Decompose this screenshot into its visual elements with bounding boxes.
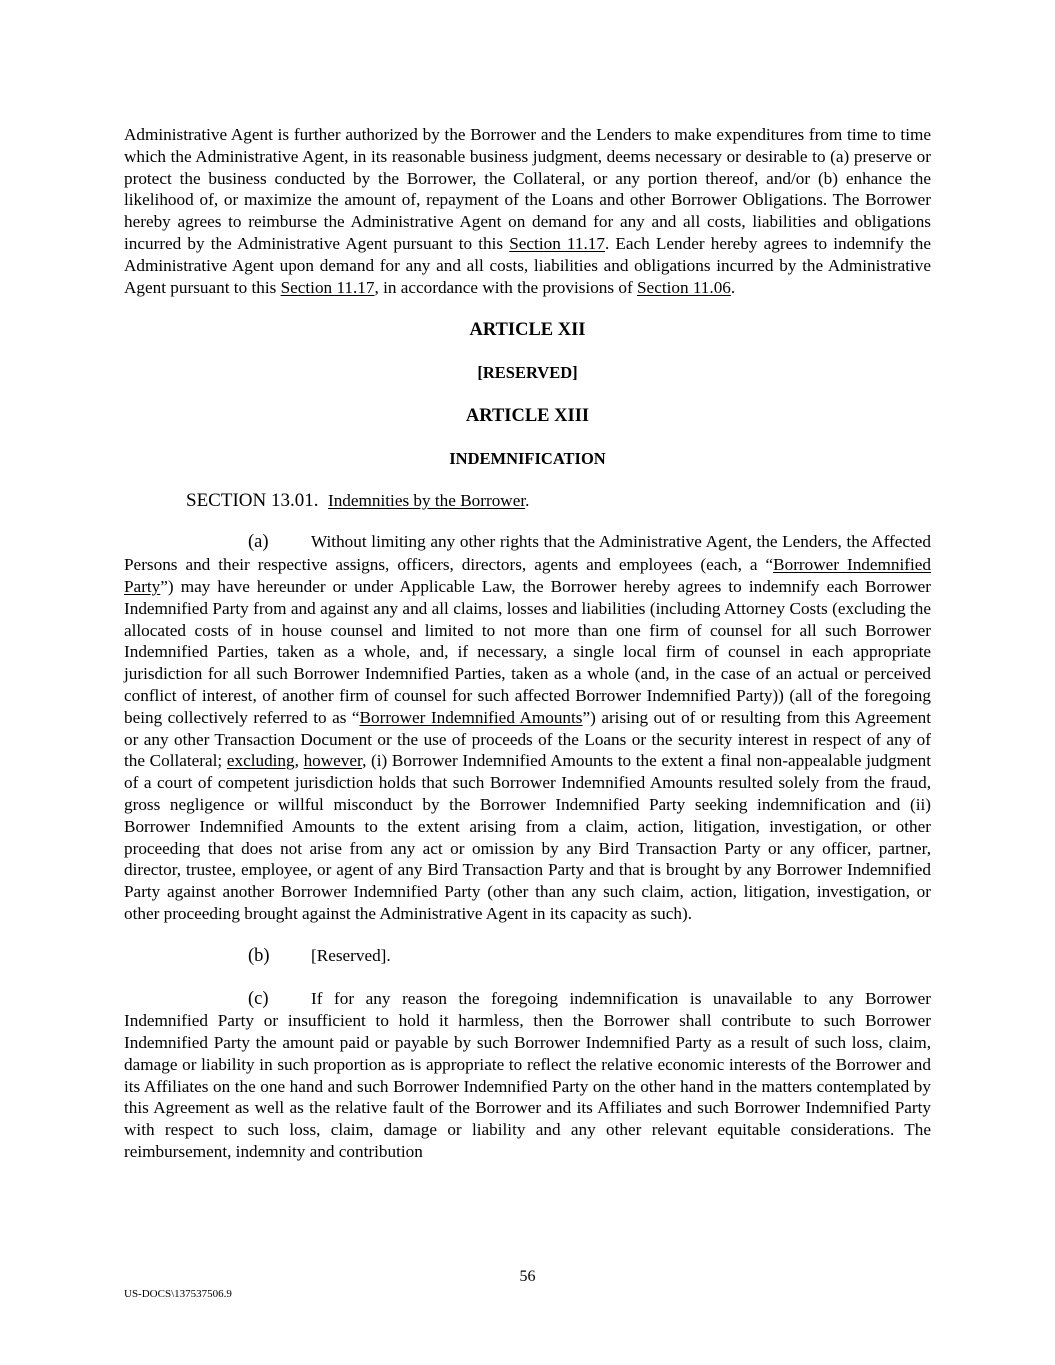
intro-paragraph: Administrative Agent is further authorized by the Borrower and the Lenders to make expenditures from time to time which the Administrative Agent, in its reasonable business judgment, deems necessary or desirable to (a) preserve or protect the business conducted by the Borrower, the Collateral, or any portion thereof, and/or (b) enhance the likelihood of, or maximize the amount of, repayment of the Loans and other Borrower Obligations. The Borrower hereby agrees to reimburse the Administrative Agent on demand for any and all costs, liabilities and obligations incurred by the Administrative Agent pursuant to this Section 11.17. Each Lender hereby agrees to indemnify the Administrative Agent upon demand for any and all costs, liabilities and obligations incurred by the Administrative Agent pursuant to this Section 11.17, in accordance with the provisions of Section 11.06. [124, 125, 931, 297]
paragraph-b: (b) [Reserved]. [248, 945, 391, 966]
section-13-01-heading: SECTION 13.01. Indemnities by the Borrower. [186, 489, 530, 511]
underlined-term: however [303, 751, 363, 771]
page-number: 56 [519, 1268, 536, 1285]
underlined-term: excluding [226, 751, 295, 771]
paragraph-a: (a) Without limiting any other rights that the Administrative Agent, the Lenders, the Affected Persons and their respective assigns, officers, directors, agents and employees (each, a “Borrower Indemnified Party”) may have hereunder or under Applicable Law, the Borrower hereby agrees to indemnify each Borrower Indemnified Party from and against any and all claims, losses and liabilities (including Attorney Costs (excluding the allocated costs of in house counsel and limited to not more than one firm of counsel for all such Borrower Indemnified Parties, taken as a whole, and, if necessary, a single local firm of counsel in each appropriate jurisdiction for all such Borrower Indemnified Parties, taken as a whole (and, in the case of an actual or perceived conflict of interest, of another firm of counsel for such affected Borrower Indemnified Party)) (all of the foregoing being collectively referred to as “Borrower Indemnified Amounts”) arising out of or resulting from this Agreement or any other Transaction Document or the use of proceeds of the Loans or the security interest in respect of any of the Collateral; excluding, however, (i) Borrower Indemnified Amounts to the extent a final non-appealable judgment of a court of competent jurisdiction holds that such Borrower Indemnified Amounts resulted solely from the fraud, gross negligence or willful misconduct by the Borrower Indemnified Party seeking indemnification and (ii) Borrower Indemnified Amounts to the extent arising from a claim, action, litigation, investigation, or other proceeding that does not arise from any act or omission by any Bird Transaction Party or any officer, partner, director, trustee, employee, or agent of any Bird Transaction Party and that is brought by any Borrower Indemnified Party against another Borrower Indemnified Party (other than any such claim, action, litigation, investigation, or other proceeding brought against the Administrative Agent in its capacity as such). [124, 532, 932, 923]
defined-term: Borrower Indemnified Amounts [359, 707, 583, 727]
article-xiii-heading: ARTICLE XIII [465, 405, 590, 426]
section-reference-link: Section 11.17 [280, 277, 375, 297]
section-reference-link: Section 11.17 [509, 233, 605, 253]
article-xii-subheading: [RESERVED] [477, 363, 578, 383]
section-reference-link: Section 11.06 [637, 277, 731, 297]
paragraph-marker: (c) [248, 988, 269, 1009]
paragraph-marker: (a) [248, 532, 269, 553]
section-title: Indemnities by the Borrower [327, 490, 526, 510]
document-id: US-DOCS\137537506.9 [124, 1288, 232, 1300]
document-page [124, 124, 931, 1163]
defined-term: Borrower Indemnified Party [124, 555, 931, 596]
article-xii-heading: ARTICLE XII [469, 320, 586, 341]
article-xiii-subheading: INDEMNIFICATION [449, 448, 606, 468]
paragraph-c: (c) If for any reason the foregoing indemnification is unavailable to any Borrower Indemnified Party or insufficient to hold it harmless, then the Borrower shall contribute to such Borrower Indemnified Party the amount paid or payable by such Borrower Indemnified Party as a result of such loss, claim, damage or liability in such proportion as is appropriate to reflect the relative economic interests of the Borrower and its Affiliates on the one hand and such Borrower Indemnified Party on the other hand in the matters contemplated by this Agreement as well as the relative fault of the Borrower and its Affiliates and such Borrower Indemnified Party with respect to such loss, claim, damage or liability and any other relevant equitable considerations. The reimbursement, indemnity and contribution [124, 988, 931, 1162]
paragraph-marker: (b) [248, 945, 270, 966]
section-number: SECTION 13.01. [186, 489, 319, 511]
